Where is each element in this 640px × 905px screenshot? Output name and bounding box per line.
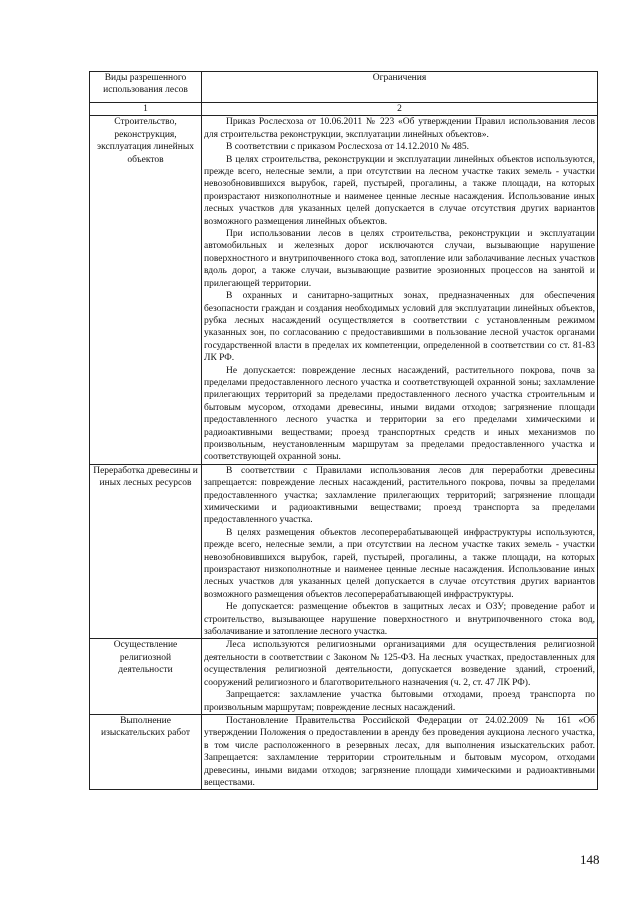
paragraph: Запрещается: захламление участка бытовыми отходами, проезд транспорта по произвольным маршрутам; повреждение лесных насаждений. bbox=[204, 690, 595, 713]
use-kind-cell: Строительство, реконструкция, эксплуатация линейных объектов bbox=[90, 116, 202, 464]
paragraph: В соответствии с Правилами использования лесов для переработки древесины запрещается: повреждение лесных насаждений, растительного покрова, почвы за пределами предоставленного участка; захламление прилегающих территорий; загрязнение площади химическими и радиоактивными веществами; проезд транспорта за пределами предоставленного участка. bbox=[204, 465, 595, 526]
paragraph: В соответствии с приказом Рослесхоза от 14.12.2010 № 485. bbox=[226, 142, 469, 153]
table-row bbox=[90, 639, 598, 714]
restrictions-cell bbox=[202, 639, 598, 714]
use-kind-cell: Переработка древесины и иных лесных ресурсов bbox=[90, 464, 202, 639]
use-kind-cell: Выполнение изыскательских работ bbox=[90, 714, 202, 789]
table-row bbox=[90, 464, 598, 639]
restrictions-cell bbox=[202, 714, 598, 789]
column-number-row bbox=[90, 103, 598, 116]
paragraph: При использовании лесов в целях строительства, реконструкции и эксплуатации автомобильных и железных дорог исключаются случаи, вызывающие нарушение поверхностного и внутрипочвенного стока вод, затопление или заболачивание лесных участков вдоль дорог, а также случаи, вызывающие развитие эрозионных процессов на занятой и прилегающей территории. bbox=[204, 229, 595, 289]
paragraph: В охранных и санитарно-защитных зонах, предназначенных для обеспечения безопасности граждан и создания необходимых условий для эксплуатации линейных объектов, рубка лесных насаждений осуществляется в соответствии с установленным режимом указанных зон, по согласованию с предоставившими в пользование лесной участок органами государственной власти в пределах их компетенции, определенной в соответствии со ст. 81-83 ЛК РФ. bbox=[204, 291, 595, 364]
table-header-row bbox=[90, 72, 598, 103]
paragraph: В целях строительства, реконструкции и эксплуатации линейных объектов используются, прежде всего, нелесные земли, а при отсутствии на лесном участке таких земель - участки невозобновившихся вырубок, гарей, пустырей, прогалины, а также площади, на которых произрастают низкополнотные и наименее ценные лесные насаждения. Использование иных лесных участков для указанных целей допускается в случае отсутствия других вариантов возможного размещения линейных объектов. bbox=[204, 154, 595, 227]
header-col1: Виды разрешенного использования лесов bbox=[90, 72, 202, 103]
paragraph: В целях размещения объектов лесоперерабатывающей инфраструктуры используются, прежде всего, нелесные земли, а при отсутствии на лесном участке таких земель - участки невозобновившихся вырубок, гарей, пустырей, прогалины, а также площади, на которых произрастают низкополнотные и наименее ценные лесные насаждения. Использование иных лесных участков для указанных целей допускается в случае отсутствия других вариантов возможного размещения объектов лесоперерабатывающей инфраструктуры. bbox=[204, 527, 595, 600]
table-row bbox=[90, 116, 598, 464]
table-row bbox=[90, 714, 598, 789]
paragraph: Постановление Правительства Российской Федерации от 24.02.2009 № 161 «Об утверждении Положения о предоставлении в аренду без проведения аукциона лесного участка, в том числе расположенного в резервных лесах, для выполнения изыскательских работ. Запрещается: захламление территории строительным и бытовым мусором, отходами древесины, иными видами отходов; загрязнение площади химическими и радиоактивными веществами. bbox=[204, 715, 595, 788]
paragraph: Приказ Рослесхоза от 10.06.2011 № 223 «Об утверждении Правил использования лесов для строительства реконструкции, эксплуатации линейных объектов». bbox=[204, 117, 595, 140]
paragraph: Не допускается: повреждение лесных насаждений, растительного покрова, почв за пределами предоставленного лесного участка и соответствующей охранной зоны; захламление прилегающих территорий за пределами предоставленного лесного участка строительным и бытовым мусором, отходами древесины, иными видами отходов; загрязнение площади предоставленного лесного участка и территории за его пределами химическими и радиоактивными веществами; проезд транспортных средств и иных механизмов по произвольным, неустановленным маршрутам за пределами предоставленного участка и соответствующей охранной зоны. bbox=[204, 365, 595, 463]
page-number: 148 bbox=[580, 852, 600, 867]
paragraph: Леса используются религиозными организациями для осуществления религиозной деятельности в соответствии с Законом № 125-ФЗ. На лесных участках, предоставленных для осуществления религиозной деятельности, допускается возведение зданий, строений, сооружений религиозного и благотворительного назначения (ч. 2, ст. 47 ЛК РФ). bbox=[204, 640, 595, 688]
use-kind-cell: Осуществление религиозной деятельности bbox=[90, 639, 202, 714]
paragraph: Не допускается: размещение объектов в защитных лесах и ОЗУ; проведение работ и строительство, вызывающее нарушение поверхностного и внутрипочвенного стока вод, заболачивание и затопление лесного участка. bbox=[204, 602, 595, 638]
column-number-1: 1 bbox=[90, 103, 202, 116]
restrictions-cell bbox=[202, 116, 598, 464]
column-number-2: 2 bbox=[202, 103, 598, 116]
header-col2: Ограничения bbox=[202, 72, 598, 103]
restrictions-cell bbox=[202, 464, 598, 639]
restrictions-table bbox=[89, 71, 598, 790]
